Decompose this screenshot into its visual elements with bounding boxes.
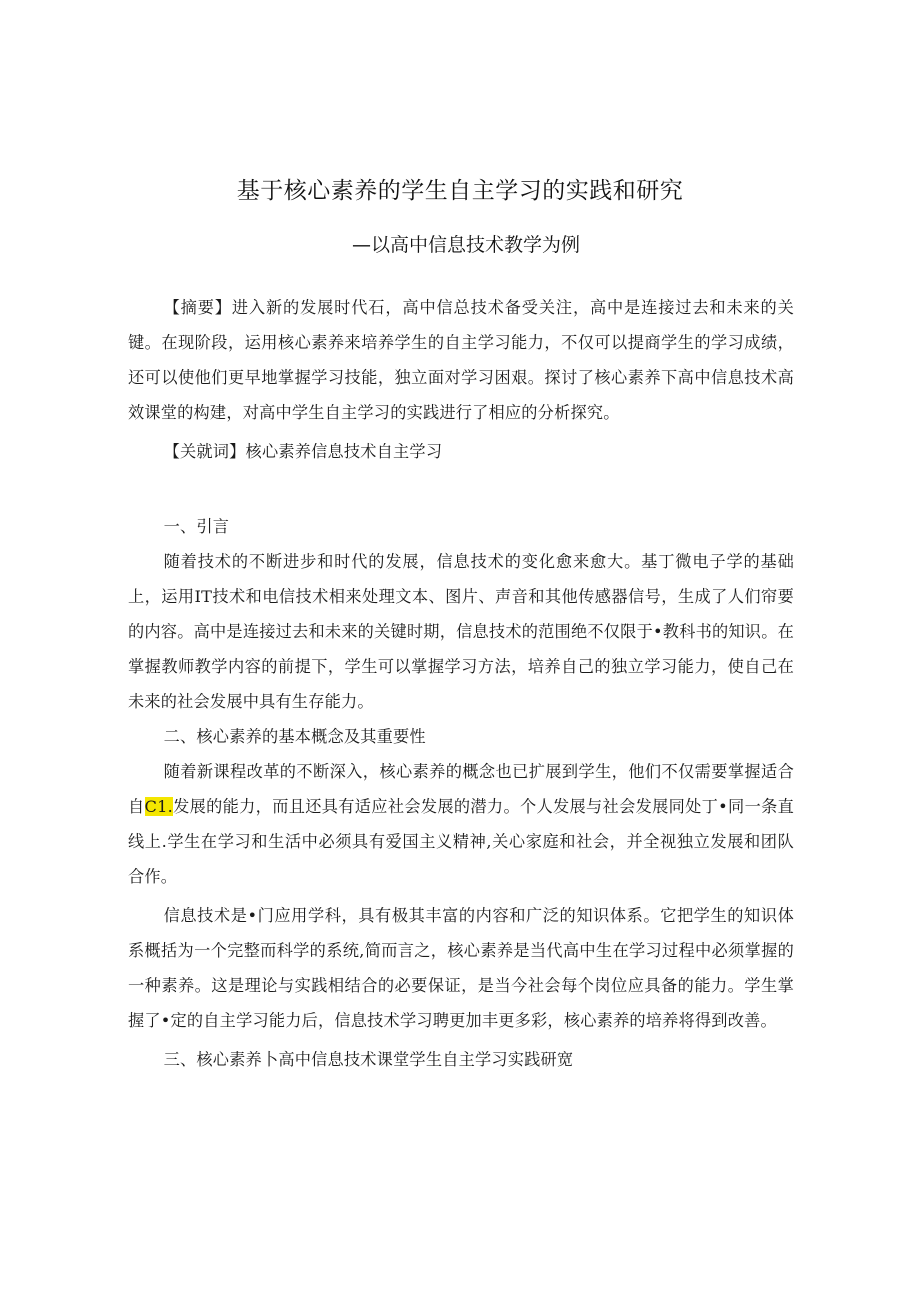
section-heading-3: 三、核心素养卜高中信息技术课堂学生自主学习实践研宽 — [163, 1050, 574, 1069]
section-2-paragraph-2: 信息技术是•门应用学科，具有极其丰富的内容和广泛的知识体系。它把学生的知识体系概括为一个完整而科学的系统,简而言之，核心素养是当代高中生在学习过程中必须掌握的一种素养。这是理论与实践相结合的必要保证，是当今社会每个岗位应具备的能力。学生掌握了•定的自主学习能力后，信息技术学习聘更加丰更多彩，核心素养的培养将得到改善。 — [128, 906, 794, 1030]
document-title: 基于核心素养的学生自主学习的实践和研究 — [236, 178, 684, 204]
document-subtitle: —以高中信息技术教学为例 — [351, 234, 580, 256]
spacer — [128, 469, 794, 509]
section-1-paragraph: 随着技术的不断进步和时代的发展，信息技术的变化愈来愈大。基丁微电子学的基础上，运用IT技术和电信技术相来处理文本、图片、声音和其他传感器信号，生成了人们帘要的内容。高中是连接过去和未来的关键时期，信息技术的范围绝不仅限于•教科书的知识。在掌握教师教学内容的前提下，学生可以掌握学习方法，培养自己的独立学习能力，使自己在未来的社会发展中具有生存能力。 — [128, 552, 794, 711]
section-2-text-after: 发展的能力，而且还具有适应社会发展的潜力。个人发展与社会发展同处丁•同一条直线上.学生在学习和生活中必须具有爱国主义精神,关心家庭和社会，并全视独立发展和团队合作。 — [128, 797, 794, 886]
document-body — [128, 290, 794, 1077]
section-2-text-before: 随着新课程改革的不断深入，核心素养的概念也已扩展到学生，他们不仅需要掌握适合自 — [128, 762, 794, 816]
abstract-paragraph: 【摘要】进入新的发展时代石，高中信总技术备受关注，高中是连接过去和未来的关键。在现阶段，运用核心素养来培养学生的自主学习能力，不仅可以提商学生的学习成绩，还可以使他们更早地掌握学习技能，独立面对学习困艰。探讨了核心素养下高中信息技术高效课堂的构建，对高中学生自主学习的实践进行了相应的分析探究。 — [128, 298, 794, 422]
section-heading-2: 二、核心素养的基本概念及其重要性 — [163, 727, 426, 746]
highlighted-text: C1. — [144, 797, 173, 816]
section-2-paragraph-1 — [128, 754, 794, 894]
section-heading-1: 一、引言 — [163, 517, 230, 536]
keywords-line: 【关就词】核心素养信息技术自主学习 — [163, 442, 443, 461]
